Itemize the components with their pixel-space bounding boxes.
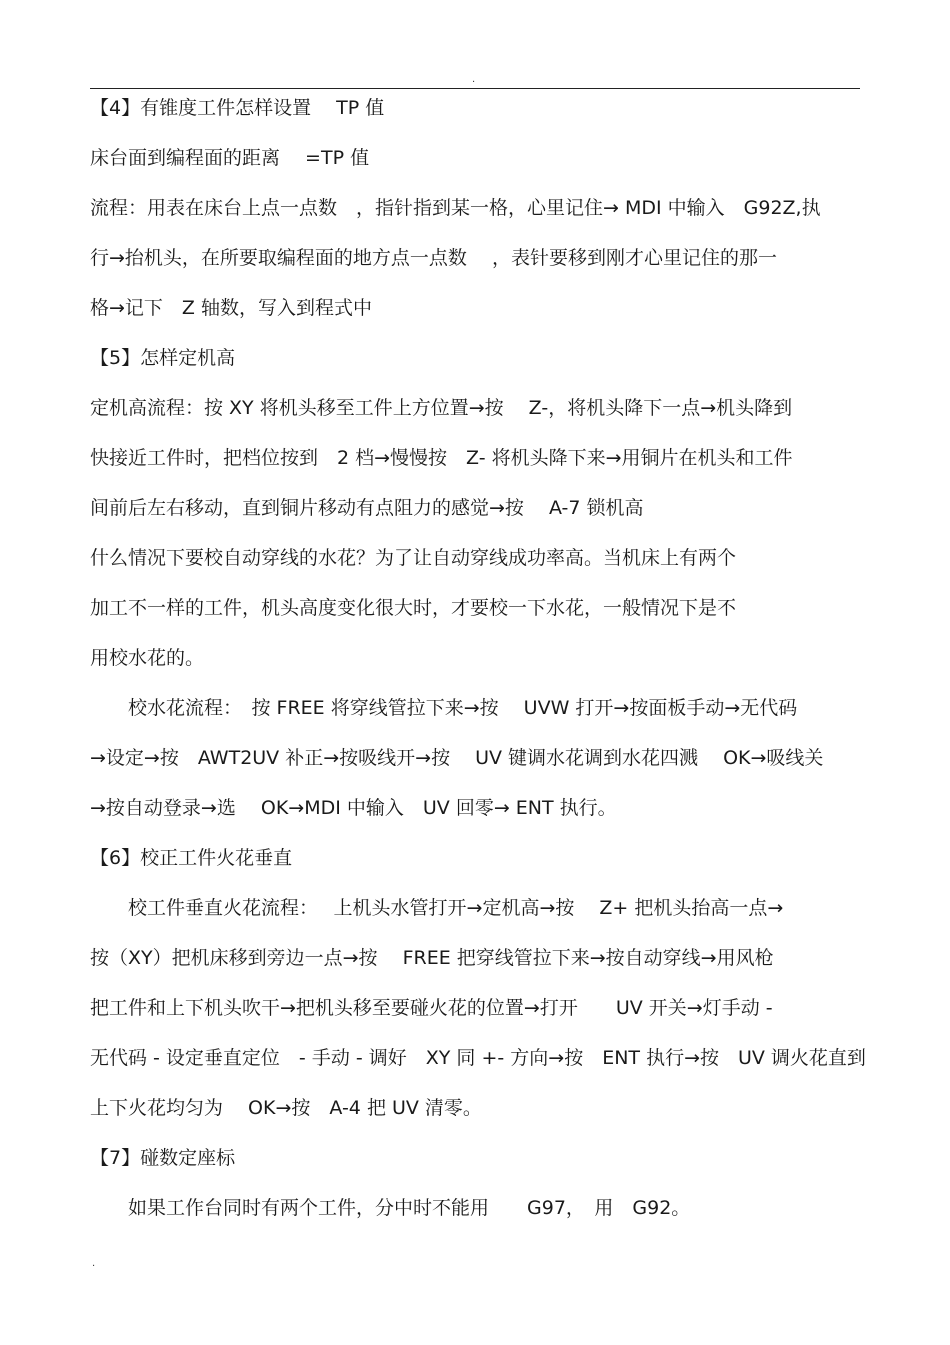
text-line: 上下火花均匀为 OK→按 A-4 把 UV 清零。 <box>90 1097 482 1119</box>
text-line: 【7】碰数定座标 <box>90 1147 236 1169</box>
text-line: →设定→按 AWT2UV 补正→按吸线开→按 UV 键调水花调到水花四溅 OK→吸线关 <box>90 747 824 769</box>
text-line: 快接近工件时，把档位按到 2 档→慢慢按 Z- 将机头降下来→用铜片在机头和工件 <box>90 447 793 469</box>
text-line: 定机高流程：按 XY 将机头移至工件上方位置→按 Z-，将机头降下一点→机头降到 <box>90 397 793 419</box>
text-line: 【5】怎样定机高 <box>90 347 236 369</box>
text-line: 把工件和上下机头吹干→把机头移至要碰火花的位置→打开 UV 开关→灯手动 - <box>90 997 773 1019</box>
text-line: 无代码 - 设定垂直定位 - 手动 - 调好 XY 同 +- 方向→按 ENT 执行→按 UV 调火花直到 <box>90 1047 866 1069</box>
text-line: 如果工作台同时有两个工件，分中时不能用 G97， 用 G92。 <box>90 1197 691 1219</box>
header-mark: . <box>472 74 476 85</box>
text-line: 【4】有锥度工件怎样设置 TP 值 <box>90 97 385 119</box>
text-line: 间前后左右移动，直到铜片移动有点阻力的感觉→按 A-7 锁机高 <box>90 497 644 519</box>
text-line: 校工件垂直火花流程： 上机头水管打开→定机高→按 Z+ 把机头抬高一点→ <box>90 897 784 919</box>
footer-mark: . <box>92 1258 96 1269</box>
text-line: 什么情况下要校自动穿线的水花？为了让自动穿线成功率高。当机床上有两个 <box>90 547 737 569</box>
text-line: 流程：用表在床台上点一点数 ，指针指到某一格，心里记住→ MDI 中输入 G92Z,执 <box>90 197 821 219</box>
text-line: 加工不一样的工件，机头高度变化很大时，才要校一下水花，一般情况下是不 <box>90 597 737 619</box>
text-line: 格→记下 Z 轴数，写入到程式中 <box>90 297 372 319</box>
text-line: 用校水花的。 <box>90 647 205 669</box>
text-line: 床台面到编程面的距离 =TP 值 <box>90 147 370 169</box>
text-line: 校水花流程： 按 FREE 将穿线管拉下来→按 UVW 打开→按面板手动→无代码 <box>90 697 798 719</box>
text-line: →按自动登录→选 OK→MDI 中输入 UV 回零→ ENT 执行。 <box>90 797 617 819</box>
text-line: 行→抬机头，在所要取编程面的地方点一点数 ，表针要移到刚才心里记住的那一 <box>90 247 777 269</box>
text-line: 按（XY）把机床移到旁边一点→按 FREE 把穿线管拉下来→按自动穿线→用风枪 <box>90 947 774 969</box>
text-line: 【6】校正工件火花垂直 <box>90 847 293 869</box>
header-rule <box>90 88 860 89</box>
